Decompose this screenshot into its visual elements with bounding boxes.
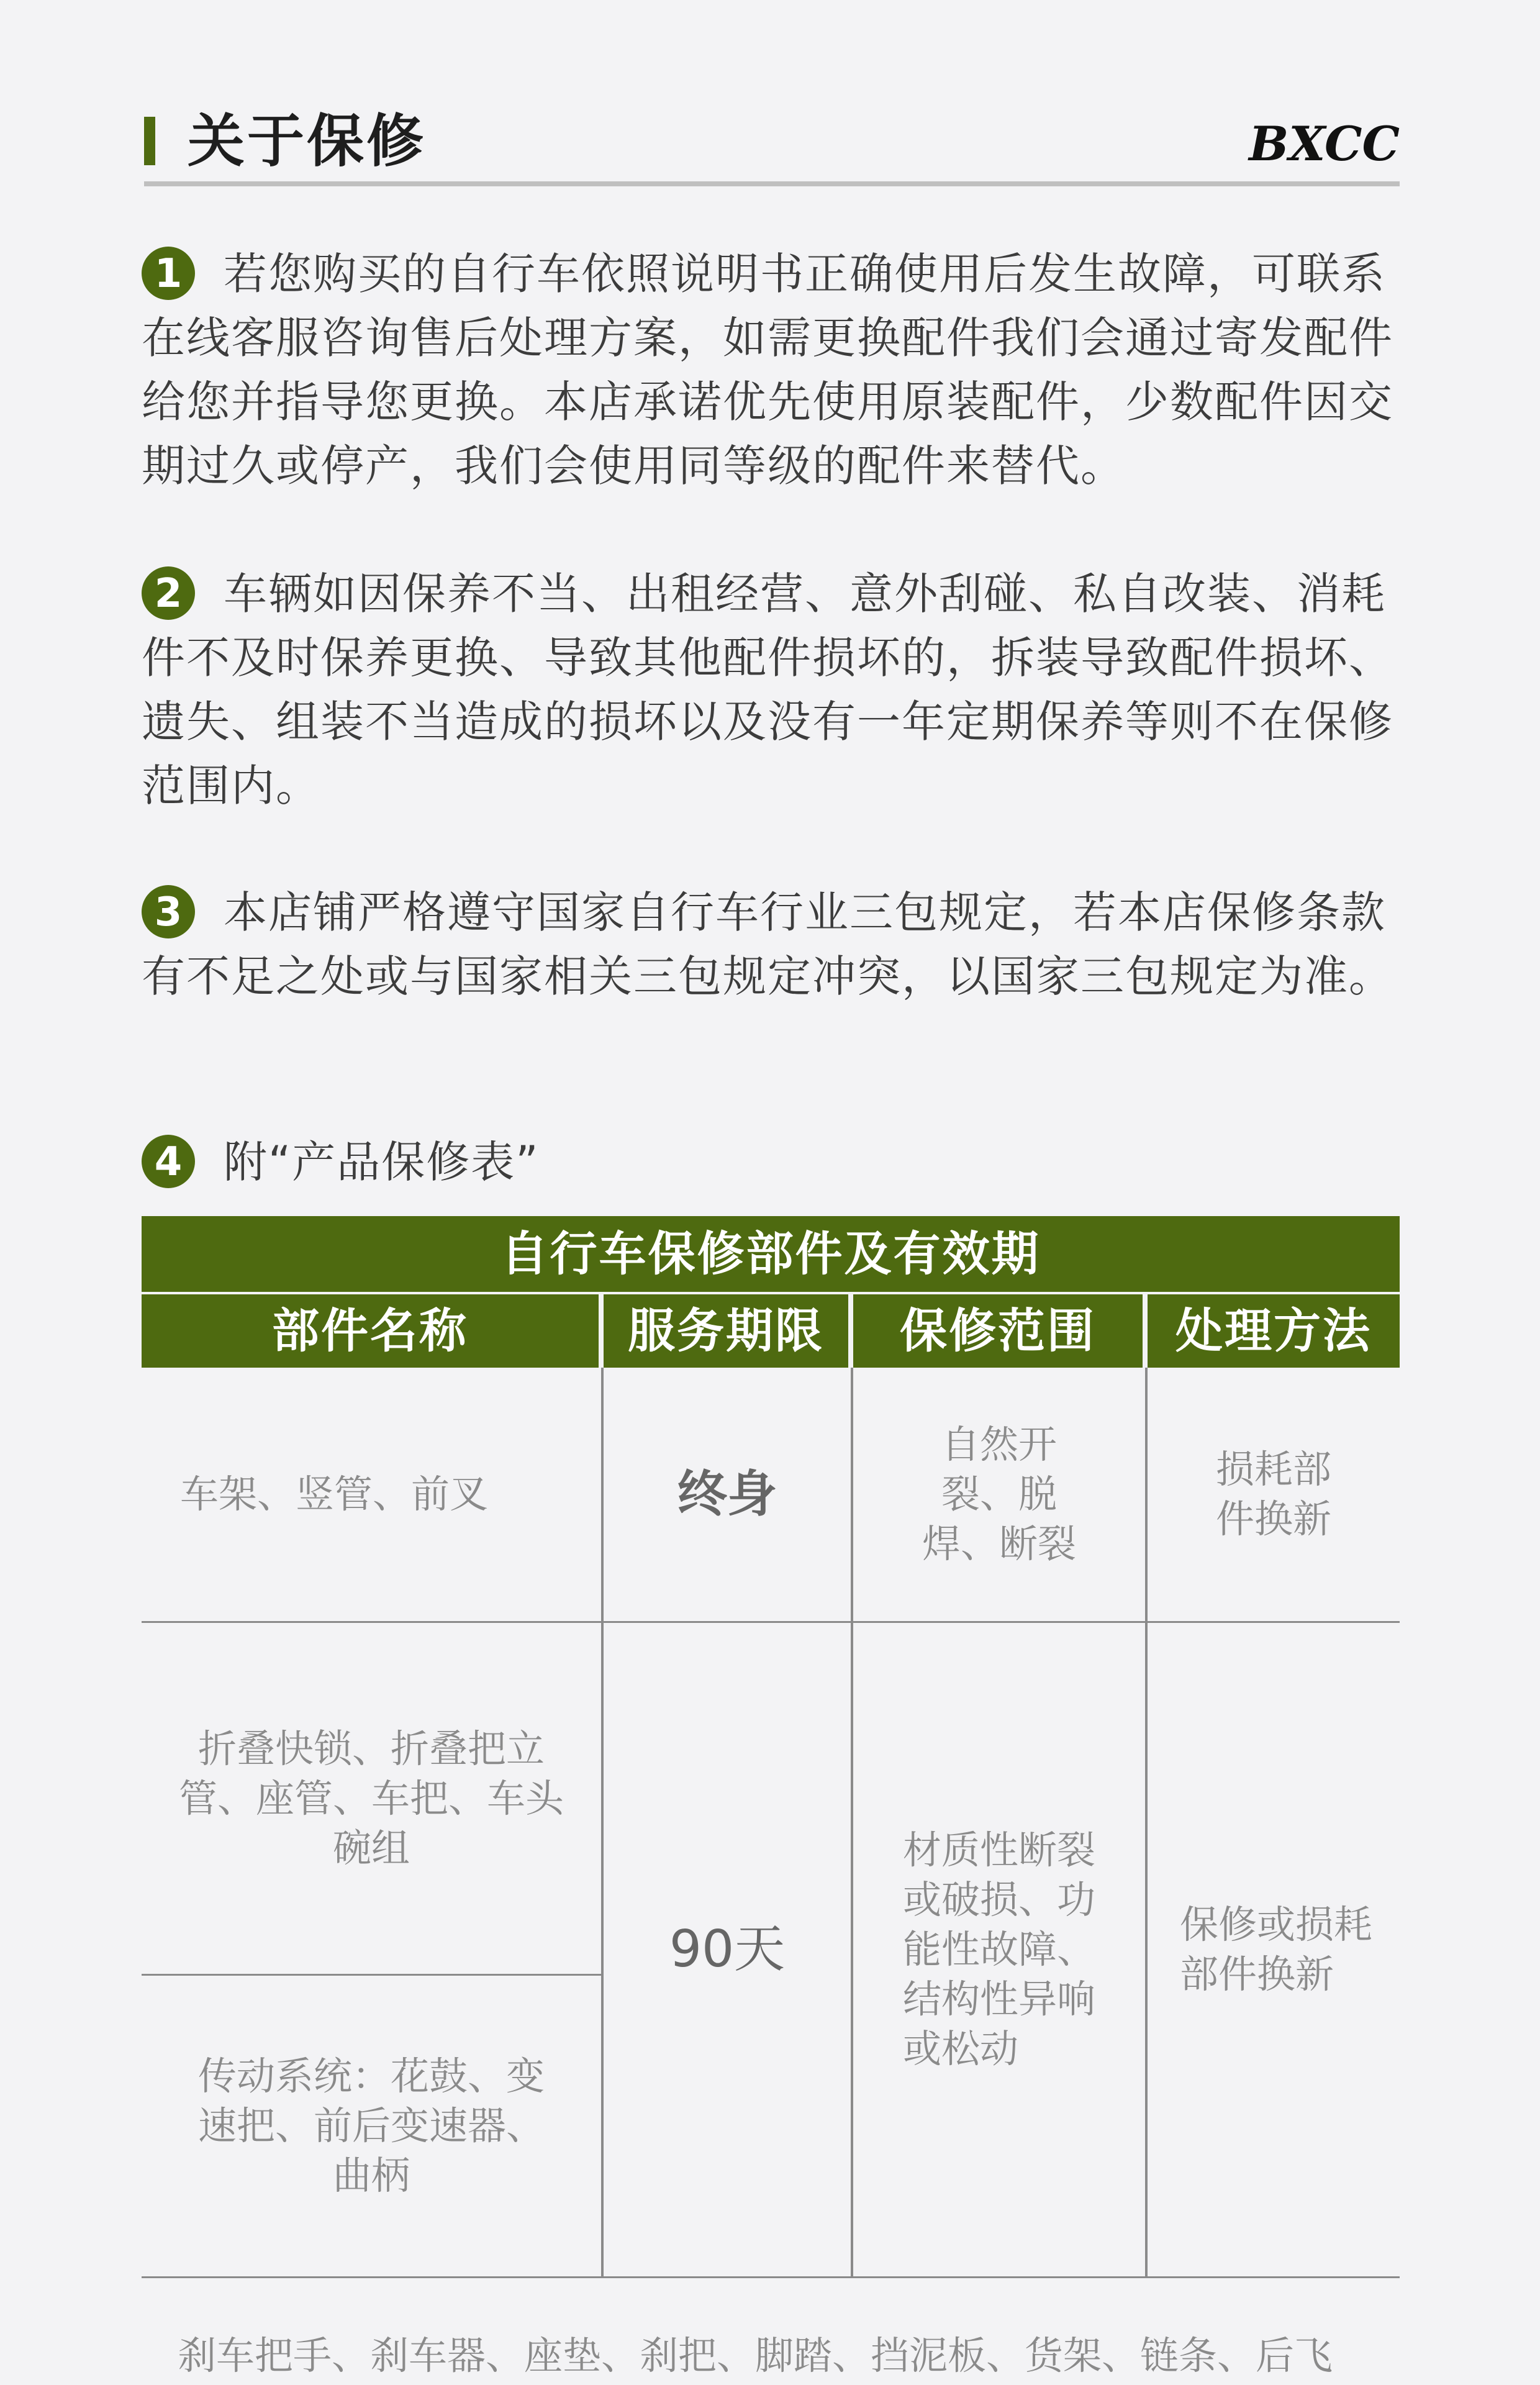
column-header-scope: 保修范围 bbox=[853, 1294, 1143, 1368]
header-divider bbox=[144, 181, 1400, 186]
warranty-clause-3 bbox=[142, 881, 1402, 1009]
table-cell-period: 终身 bbox=[677, 1465, 777, 1523]
row-divider bbox=[142, 2276, 1400, 2278]
number-badge: 2 bbox=[142, 566, 195, 620]
table-cell-part: 车架、竖管、前叉 bbox=[180, 1471, 489, 1517]
table-cell-period: 90天 bbox=[669, 1920, 786, 1979]
warranty-clause-2 bbox=[142, 562, 1402, 818]
number-badge: 1 bbox=[142, 247, 195, 300]
table-cell-scope: 自然开裂、脱焊、断裂 bbox=[922, 1422, 1076, 1566]
warranty-clause-4 bbox=[142, 1130, 1402, 1194]
table-cell-part-partial: 刹车把手、刹车器、座垫、刹把、脚踏、挡泥板、货架、链条、后飞 bbox=[178, 2333, 1333, 2378]
column-header-period: 服务期限 bbox=[604, 1294, 848, 1368]
number-badge: 3 bbox=[142, 885, 195, 938]
number-badge: 4 bbox=[142, 1135, 195, 1188]
warranty-table-title: 自行车保修部件及有效期 bbox=[142, 1216, 1400, 1292]
table-cell-method: 保修或损耗部件换新 bbox=[1180, 1902, 1373, 1997]
title-accent-bar bbox=[144, 117, 155, 165]
clause-text: 若您购买的自行车依照说明书正确使用后发生故障，可联系在线客服咨询售后处理方案，如需更换配件我们会通过寄发配件给您并指导您更换。本店承诺优先使用原装配件，少数配件因交期过久或停产，我们会使用同等级的配件来替代。 bbox=[142, 248, 1393, 491]
clause-text: 本店铺严格遵守国家自行车行业三包规定，若本店保修条款有不足之处或与国家相关三包规定冲突，以国家三包规定为准。 bbox=[142, 887, 1393, 1002]
page-title: 关于保修 bbox=[188, 108, 427, 175]
table-cell-part: 折叠快锁、折叠把立管、座管、车把、车头碗组 bbox=[179, 1725, 564, 1871]
table-cell-method: 损耗部件换新 bbox=[1215, 1447, 1331, 1542]
brand-logo: BXCC bbox=[1249, 116, 1400, 171]
page-header bbox=[144, 99, 1400, 186]
column-header-part: 部件名称 bbox=[142, 1294, 599, 1368]
clause-text: 车辆如因保养不当、出租经营、意外刮碰、私自改装、消耗件不及时保养更换、导致其他配件损坏的，拆装导致配件损坏、遗失、组装不当造成的损坏以及没有一年定期保养等则不在保修范围内。 bbox=[142, 568, 1393, 811]
warranty-clause-1 bbox=[142, 242, 1402, 498]
table-cell-scope: 材质性断裂或破损、功能性故障、结构性异响或松动 bbox=[903, 1827, 1096, 2071]
column-header-method: 处理方法 bbox=[1148, 1294, 1400, 1368]
table-cell-part: 传动系统：花鼓、变速把、前后变速器、曲柄 bbox=[197, 2053, 545, 2198]
clause-text: 附“产品保修表” bbox=[224, 1137, 540, 1188]
